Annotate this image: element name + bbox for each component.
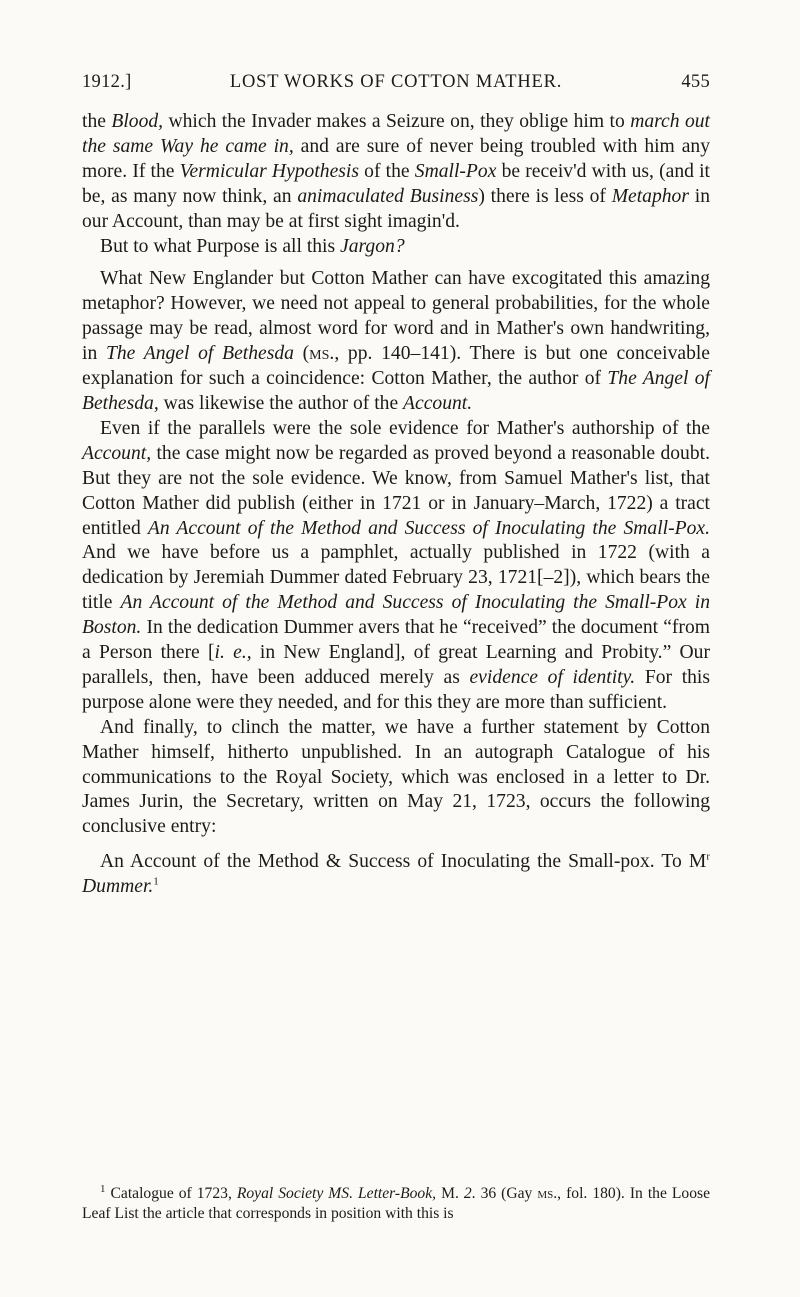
text-run: For this purpose alone were they needed, and for this they are more than sufficient. — [82, 666, 711, 713]
italic-run: An Account of the Method and Success of Inoculating the Small-Pox in Boston. — [82, 592, 711, 639]
text-run: And we have before us a pamphlet, actually published in 1722 (with a dedication by Jeremiah Dummer dated February 23, 1721[–2]), which bears the title — [82, 542, 710, 614]
text-run: of the — [359, 160, 415, 182]
paragraph-5 — [82, 716, 710, 841]
text-run: which the Invader makes a Seizure on, they oblige him to — [163, 111, 631, 132]
italic-run: An Account of the Method and Success of Inoculating the Small-Pox. — [147, 517, 710, 539]
italic-run: Vermicular Hypothesis — [179, 160, 359, 182]
text-run: , pp. 140–141). There is but one conceivable explanation for such a coincidence: Cotton Mather, the author of — [82, 343, 711, 390]
italic-run: i. e., — [214, 642, 252, 664]
text-run: , fol. 180). In the Loose Leaf List the article that corresponds in position with this is — [82, 1185, 710, 1222]
text-run: Catalogue of 1723, — [105, 1185, 237, 1202]
text-run: the case might now be regarded as proved beyond a reasonable doubt. But they are not the sole evidence. We know, from Samuel Mather's list, that Cotton Mather did publish (either in 1721 or in January–March, 1722) a tract entitled — [82, 442, 710, 539]
footnote-reference[interactable]: 1 — [153, 875, 159, 888]
paragraph-2 — [82, 235, 710, 260]
italic-run: Jargon? — [340, 235, 405, 257]
text-run: in our Account, than may be at first sight imagin'd. — [82, 185, 711, 232]
italic-run: evidence of identity. — [469, 666, 636, 688]
footnote-1 — [82, 1184, 710, 1223]
catalogue-entry — [82, 850, 710, 900]
small-caps-run: ms. — [537, 1185, 558, 1202]
italic-run: Blood, — [111, 111, 164, 132]
header-title: LOST WORKS OF COTTON MATHER. — [229, 72, 563, 92]
italic-run: Royal Society MS. Letter-Book, — [236, 1185, 437, 1202]
italic-run: Account, — [82, 442, 152, 464]
italic-run: march out the same Way he came in, — [82, 111, 710, 157]
superscript: r — [706, 850, 710, 863]
italic-run: Account. — [403, 392, 473, 414]
header-year: 1912.] — [82, 72, 132, 92]
small-caps-run: ms. — [309, 343, 335, 365]
text-run: the — [82, 111, 112, 132]
italic-run: Metaphor — [611, 185, 689, 207]
text-run: was likewise the author of the — [158, 392, 404, 414]
text-run: And finally, to clinch the matter, we have a further statement by Cotton Mather himself, hitherto unpublished. In an autograph Catalogue of his communications to the Royal Society, which was enclosed in a letter to Dr. James Jurin, the Secretary, written on May 21, 1723, occurs the following conclusive entry: — [82, 716, 710, 838]
text-run: In the dedication Dummer avers that he “received” the document “from a Person there [ — [82, 617, 710, 664]
text-run: in New England], of great Learning and Probity.” Our parallels, then, have been adduced merely as — [82, 642, 711, 688]
paragraph-1 — [82, 110, 710, 235]
text-run: Even if the parallels were the sole evidence for Mather's authorship of the — [100, 417, 710, 439]
italic-run: The Angel of Bethesda — [105, 343, 294, 365]
italic-run: The Angel of Bethesda, — [82, 368, 710, 414]
footnote-mark: 1 — [100, 1182, 106, 1195]
body-text — [82, 110, 710, 900]
italic-run: 2 — [463, 1185, 472, 1202]
italic-run: Dummer. — [82, 876, 154, 898]
paragraph-3 — [82, 267, 710, 416]
italic-run: Small-Pox — [414, 160, 497, 182]
text-run: . 36 (Gay — [471, 1185, 538, 1202]
text-run: and are sure of never being troubled with him any more. If the — [82, 135, 711, 182]
text-run: be receiv'd with us, (and it be, as many now think, an — [82, 160, 710, 207]
text-run: ( — [293, 343, 310, 365]
paragraph-4 — [82, 417, 710, 716]
footnote — [82, 1184, 710, 1223]
text-run: But to what Purpose is all this — [100, 235, 341, 257]
text-run: An Account of the Method & Success of Inoculating the Small-pox. To M — [100, 851, 707, 873]
text-run: M. — [436, 1185, 464, 1202]
text-run: What New Englander but Cotton Mather can have excogitated this amazing metaphor? However, we need not appeal to general probabilities, for the whole passage may be read, almost word for word and in Mather's own handwriting, in — [82, 268, 710, 365]
page-number: 455 — [681, 72, 710, 92]
italic-run: animaculated Business — [297, 185, 479, 207]
text-run: ) there is less of — [478, 185, 612, 207]
